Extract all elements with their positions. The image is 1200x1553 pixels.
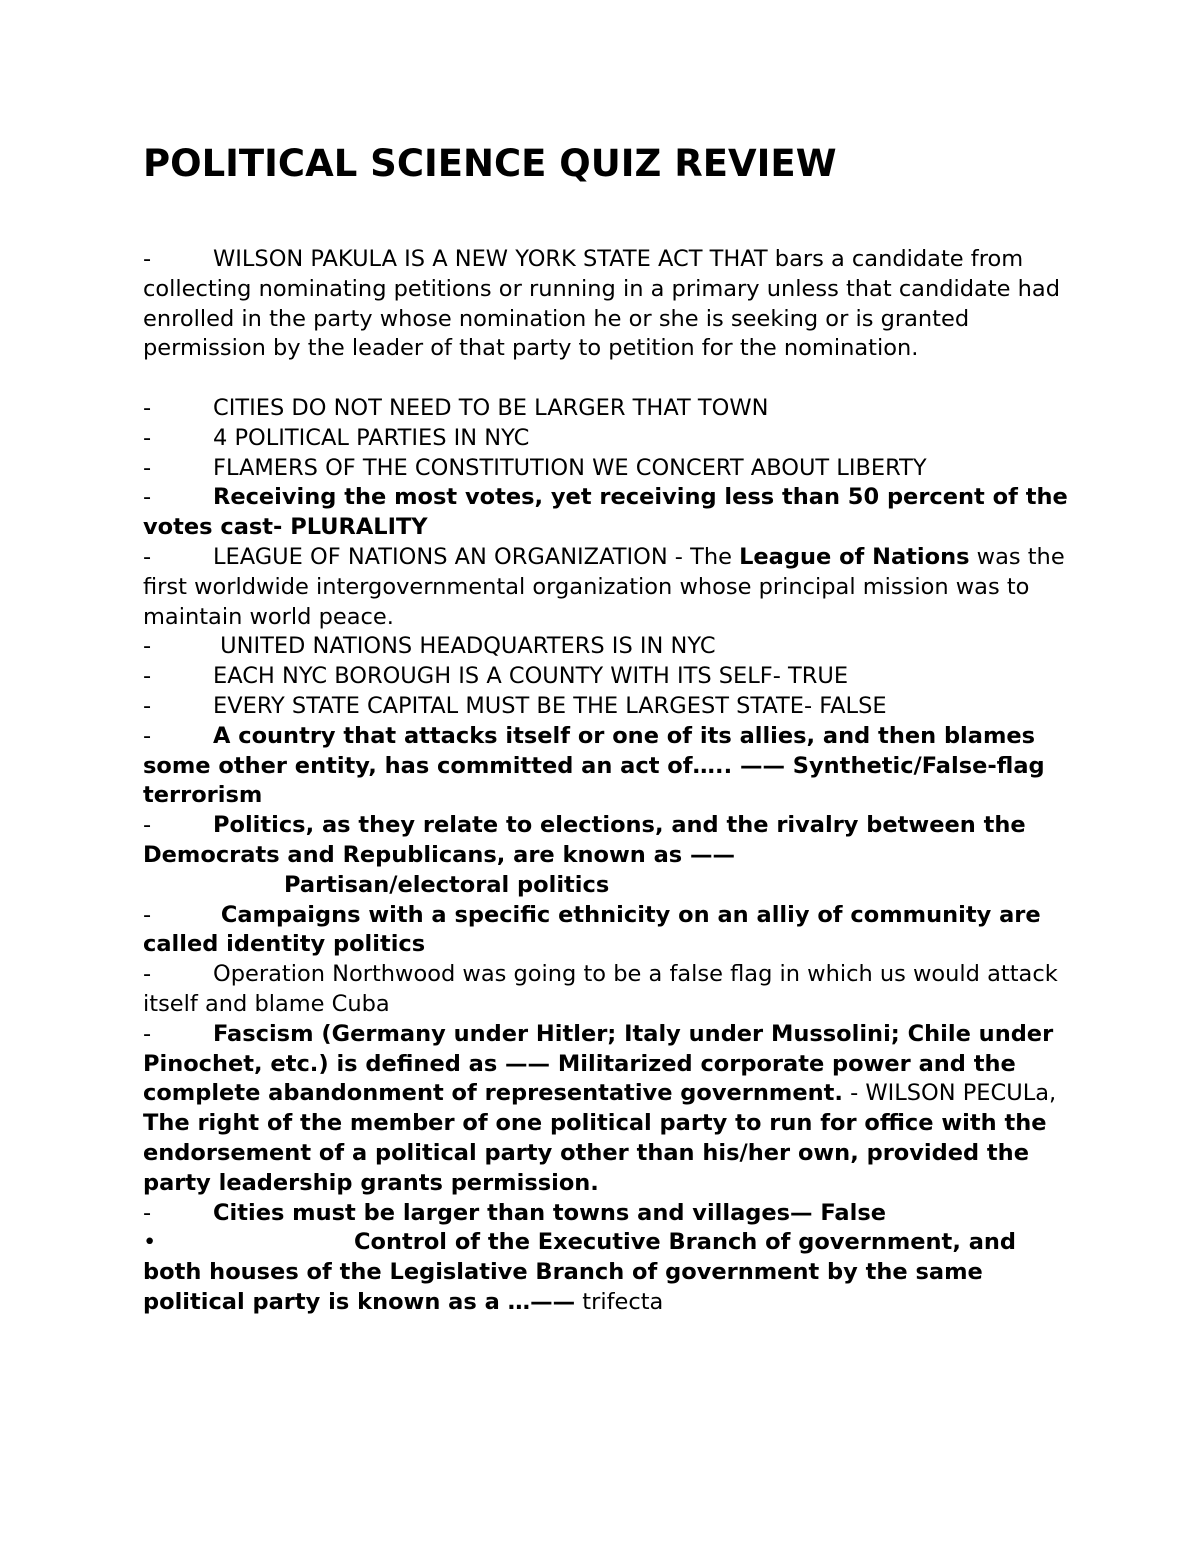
list-item — [143, 483, 1073, 543]
item-text: UNITED NATIONS HEADQUARTERS IS IN NYC — [213, 633, 716, 660]
dash-marker: - — [143, 246, 152, 272]
list-item — [143, 543, 1073, 632]
list-item — [143, 1228, 1073, 1317]
spacer — [143, 364, 1073, 394]
item-text: - WILSON PECULa, — [842, 1080, 1057, 1107]
review-list — [143, 245, 1073, 1318]
dash-marker: - — [143, 722, 152, 749]
list-item — [143, 811, 1073, 871]
item-answer: trifecta — [575, 1288, 664, 1315]
dash-marker: - — [143, 454, 152, 481]
item-text: EACH NYC BOROUGH IS A COUNTY WITH ITS SELF- TRUE — [213, 663, 849, 690]
dash-marker: - — [143, 484, 152, 511]
list-item — [143, 1020, 1073, 1199]
item-text: CITIES DO NOT NEED TO BE LARGER THAT TOWN — [213, 394, 769, 421]
item-text: WILSON PAKULA IS A NEW YORK STATE ACT THAT bars a candidate from collecting nominating petitions or running in a primary unless that candidate had enrolled in the party whose nomination he or she is seeking or is granted permission by the leader of that party to petition for the nomination. — [143, 246, 1060, 362]
item-text: FLAMERS OF THE CONSTITUTION WE CONCERT ABOUT LIBERTY — [213, 454, 927, 481]
dash-marker: - — [143, 961, 152, 988]
list-item — [143, 454, 1073, 484]
dash-marker: - — [143, 901, 152, 928]
list-item — [143, 722, 1073, 811]
dash-marker: - — [143, 812, 152, 839]
dash-marker: - — [143, 543, 152, 570]
item-text: 4 POLITICAL PARTIES IN NYC — [213, 424, 530, 451]
list-item — [143, 245, 1073, 364]
dash-marker: - — [143, 692, 152, 719]
item-text: LEAGUE OF NATIONS AN ORGANIZATION - The — [213, 543, 740, 570]
list-item — [143, 662, 1073, 692]
list-item — [143, 632, 1073, 662]
item-text: Campaigns with a specific ethnicity on an alliy of community are called identity politics — [143, 901, 1041, 958]
item-text: Receiving the most votes, yet receiving less than 50 percent of the votes cast- PLURALITY — [143, 484, 1068, 541]
item-text: was the first worldwide intergovernmental organization whose principal mission was to maintain world peace. — [143, 543, 1065, 630]
item-text: Cities must be larger than towns and villages— False — [213, 1199, 886, 1226]
dash-marker: - — [143, 663, 152, 690]
list-item — [143, 394, 1073, 424]
page-title: POLITICAL SCIENCE QUIZ REVIEW — [143, 142, 837, 185]
item-answer: Partisan/electoral politics — [284, 871, 610, 898]
dash-marker: - — [143, 1199, 152, 1226]
item-text: Politics, as they relate to elections, and the rivalry between the Democrats and Republicans, are known as —— — [143, 812, 1026, 868]
dash-marker: - — [143, 1020, 152, 1047]
item-text: Fascism (Germany under Hitler; Italy under Mussolini; Chile under Pinochet, etc.) is defined as —— Militarized corporate power and the complete abandonment of representative government. — [143, 1020, 1054, 1107]
item-text: The right of the member of one political party to run for office with the endorsement of a political party other than his/her own, provided the party leadership grants permission. — [143, 1110, 1047, 1196]
bullet-marker: • — [143, 1229, 157, 1256]
item-text: Operation Northwood was going to be a false flag in which us would attack itself and blame Cuba — [143, 961, 1058, 1017]
list-item — [143, 960, 1073, 1020]
list-item — [143, 424, 1073, 454]
item-text: EVERY STATE CAPITAL MUST BE THE LARGEST STATE- FALSE — [213, 692, 887, 719]
item-bold-term: League of Nations — [739, 543, 970, 570]
list-item-continuation — [143, 871, 1073, 901]
list-item — [143, 901, 1073, 961]
list-item — [143, 1199, 1073, 1229]
item-text: Control of the Executive Branch of government, and both houses of the Legislative Branch of government by the same political party is known as a …—— — [143, 1229, 1017, 1315]
item-text: A country that attacks itself or one of its allies, and then blames some other entity, has committed an act of….. —— Synthetic/False-flag terrorism — [143, 722, 1045, 809]
list-item — [143, 692, 1073, 722]
dash-marker: - — [143, 633, 152, 660]
dash-marker: - — [143, 424, 152, 451]
dash-marker: - — [143, 394, 152, 421]
